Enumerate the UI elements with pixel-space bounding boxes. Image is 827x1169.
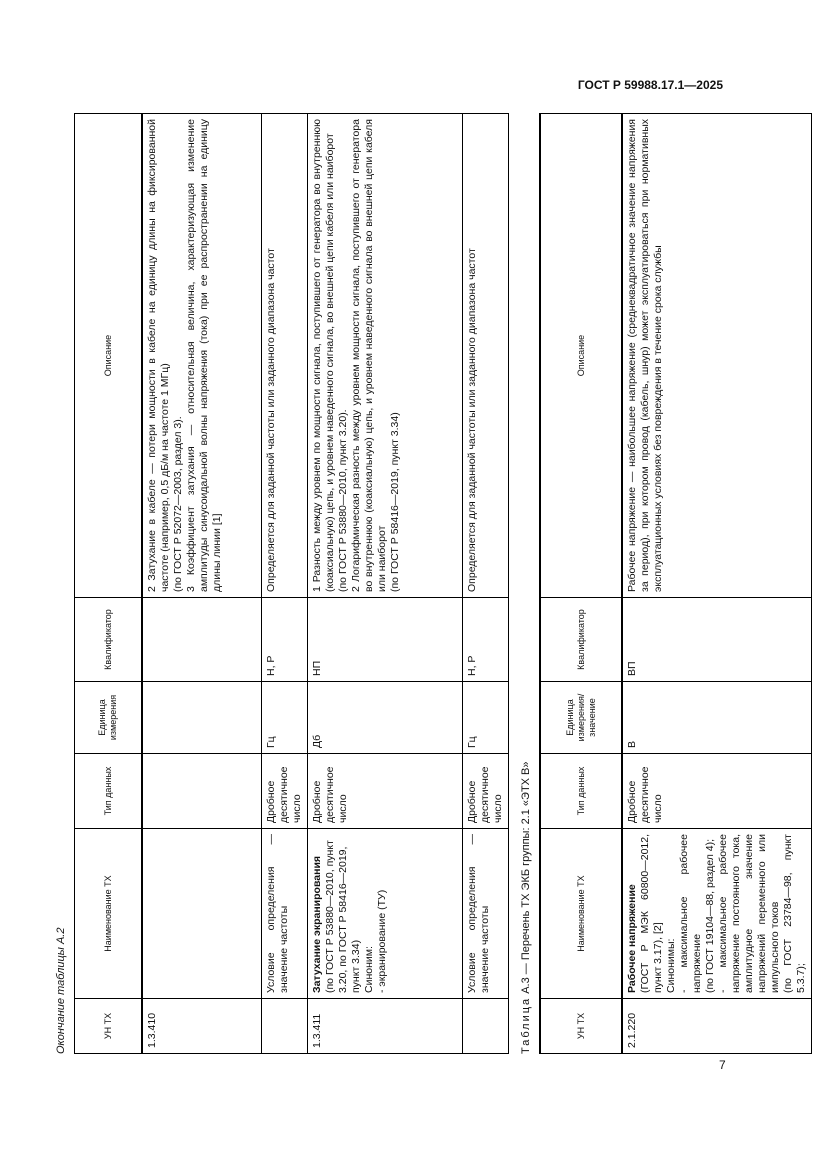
cell-code <box>463 999 509 1054</box>
name-line: - максимальное рабочее напряжение постоянного тока, амплитудное значение напряжений переменного или импульсного токов <box>717 834 781 993</box>
caption-label: Таблица <box>520 996 532 1054</box>
name-line: (по ГОСТ Р 53880—2010, пункт 3.20, по ГОСТ Р 58416—2019, пункт 3.34) <box>324 840 362 993</box>
cell-unit: Гц <box>262 682 308 754</box>
table-row <box>262 114 308 1054</box>
name-line: - экранирование (ТУ) <box>376 889 388 993</box>
description-line: (по ГОСТ Р 53880—2010, пункт 3.20). <box>337 409 349 592</box>
cell-code: 2.1.220 <box>622 999 812 1054</box>
rotated-content <box>54 114 812 1054</box>
name-bold: Рабочее напряжение <box>626 884 638 993</box>
name-line: (по ГОСТ 19104—88, раздел 4); <box>704 838 716 993</box>
cell-name: Условие определения — значение частоты <box>463 829 509 999</box>
cell-type: Дробное десятичное число <box>308 754 463 829</box>
description-line: Рабочее напряжение — наибольшее напряжение (среднеквадратичное значение напряжения за период), при котором провод (кабель, шнур) может эксплуатироваться при нормативных эксплуатационных условиях без повреждения в течение срока службы <box>626 119 664 592</box>
header-unit: Единица измерения <box>75 682 143 754</box>
table-a2-caption: Окончание таблицы А.2 <box>55 927 67 1054</box>
table-a2 <box>74 113 509 1054</box>
table-row <box>308 114 463 1054</box>
cell-type: Дробное десятичное число <box>262 754 308 829</box>
cell-unit: Дб <box>308 682 463 754</box>
header-unit: Единица измерения/ значение <box>540 682 622 754</box>
cell-qualifier: Н, Р <box>463 598 509 682</box>
table-row <box>463 114 509 1054</box>
cell-qualifier <box>142 598 262 682</box>
cell-code: 1.3.411 <box>308 999 463 1054</box>
name-bold: Затухание экранирования <box>311 855 323 993</box>
cell-name <box>142 829 262 999</box>
cell-unit: В <box>622 682 812 754</box>
description-line: 3 Коэффициент затухания — относительная величина, характеризующая изменение амплитуды синусоидальной волны напряжения (тока) при ее распространении на единицу длины линии [1] <box>185 119 223 592</box>
description-line: 2 Затухание в кабеле — потери мощности в кабеле на единицу длины на фиксированной частоте (например, 0,5 дБ/м на частоте 1 МГц) <box>146 119 171 592</box>
cell-code: 1.3.410 <box>142 999 262 1054</box>
cell-description <box>308 114 463 598</box>
cell-qualifier: ВП <box>622 598 812 682</box>
cell-description <box>142 114 262 598</box>
header-code: УН ТХ <box>540 999 622 1054</box>
description-line: Определяется для заданной частоты или заданного диапазона частот <box>466 248 478 592</box>
table-row <box>142 114 262 1054</box>
name-line: - максимальное рабочее напряжение <box>678 834 703 993</box>
caption-text: А.3 — Перечень ТХ ЭКБ группы: 2.1 «ЭТХ В» <box>520 761 532 994</box>
description-line: (по ГОСТ Р 52072—2003, раздел 3). <box>172 416 184 592</box>
header-type: Тип данных <box>75 754 143 829</box>
description-line: 2 Логарифмическая разность между уровнем мощности сигнала, поступившего от генератора во внутреннюю (коаксиальную) цепь, и уровнем наведенного сигнала во внешней цепи кабеля или наиборот <box>350 119 388 592</box>
cell-type: Дробное десятичное число <box>622 754 812 829</box>
cell-description <box>622 114 812 598</box>
cell-description <box>262 114 308 598</box>
description-line: Определяется для заданной частоты или заданного диапазона частот <box>265 248 277 592</box>
description-line: (по ГОСТ Р 58416—2019, пункт 3.34) <box>389 412 401 592</box>
cell-type <box>142 754 262 829</box>
cell-code <box>262 999 308 1054</box>
header-qualifier: Квалификатор <box>540 598 622 682</box>
header-name: Наименование ТХ <box>540 829 622 999</box>
name-line: Синоним: <box>363 946 375 993</box>
header-type: Тип данных <box>540 754 622 829</box>
cell-description <box>463 114 509 598</box>
description-line: 1 Разность между уровнем по мощности сигнала, поступившего от генератора во внутреннюю (коаксиальную) цепь, и уровнем наведенного сигнала, во внешней цепи кабеля или наиборот <box>311 119 336 592</box>
name-line: (по ГОСТ 23784—98, пункт 5.3.7); <box>782 834 807 993</box>
table-a3 <box>539 113 812 1054</box>
header-name: Наименование ТХ <box>75 829 143 999</box>
header-code: УН ТХ <box>75 999 143 1054</box>
name-line: (ГОСТ Р МЭК 60800—2012, пункт 3.17), [2] <box>639 834 664 993</box>
table-a2-header-row <box>75 114 143 1054</box>
header-description: Описание <box>540 114 622 598</box>
gost-standard-number: ГОСТ Р 59988.17.1—2025 <box>577 78 723 92</box>
cell-name <box>622 829 812 999</box>
cell-type: Дробное десятичное число <box>463 754 509 829</box>
page-number: 7 <box>719 1058 726 1072</box>
cell-qualifier: НП <box>308 598 463 682</box>
cell-name <box>308 829 463 999</box>
cell-unit <box>142 682 262 754</box>
header-description: Описание <box>75 114 143 598</box>
cell-name: Условие определения — значение частоты <box>262 829 308 999</box>
cell-qualifier: Н, Р <box>262 598 308 682</box>
cell-unit: Гц <box>463 682 509 754</box>
table-a3-header-row <box>540 114 622 1054</box>
name-line: Синонимы: <box>665 938 677 993</box>
table-row <box>622 114 812 1054</box>
header-qualifier: Квалификатор <box>75 598 143 682</box>
table-a3-caption <box>519 114 533 1054</box>
